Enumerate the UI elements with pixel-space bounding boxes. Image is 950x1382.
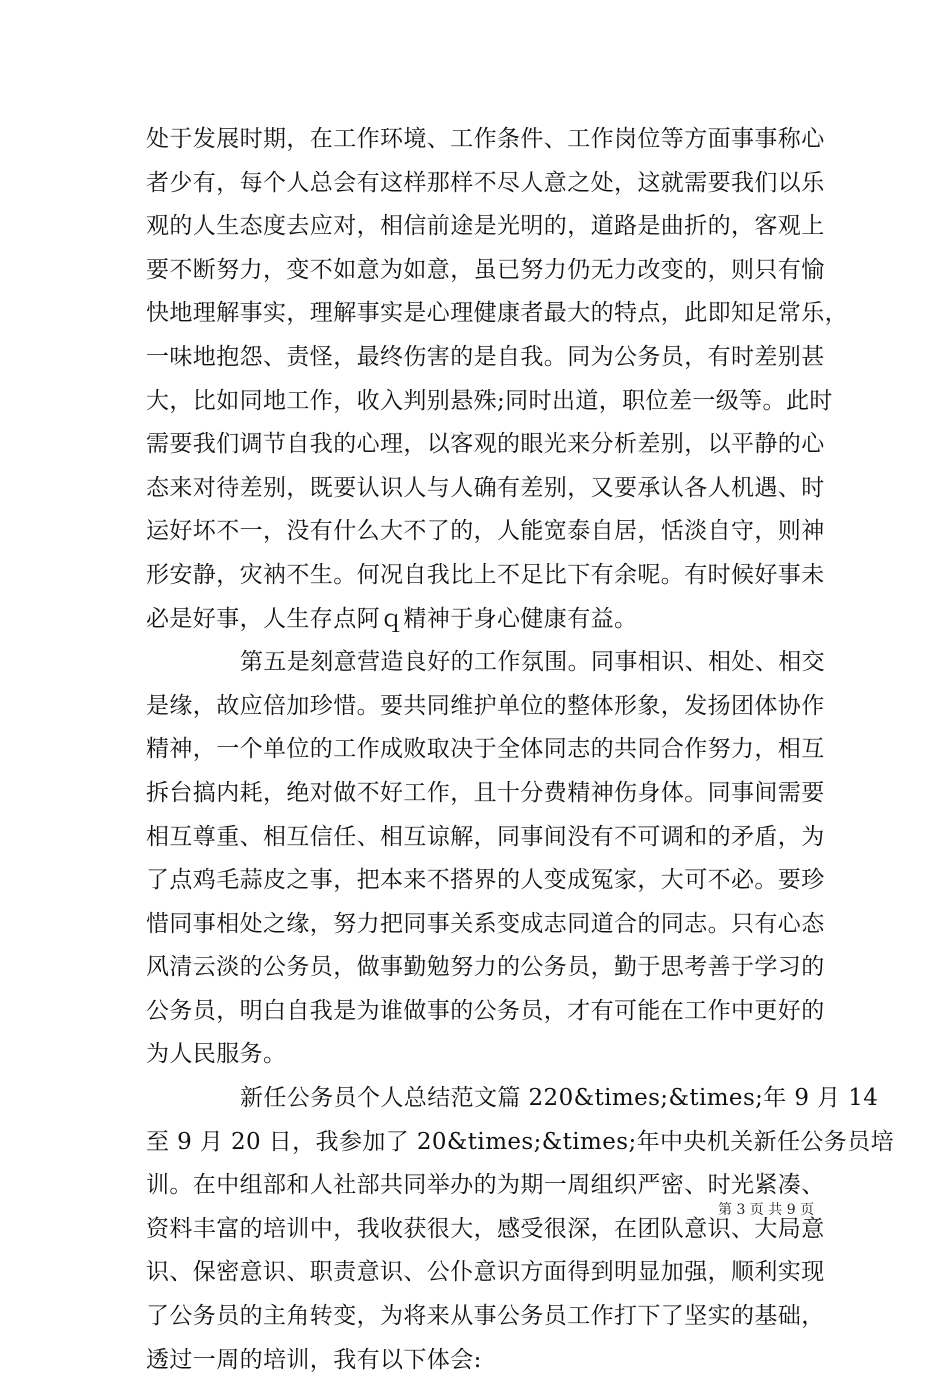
text-line: 是缘，故应倍加珍惜。要共同维护单位的整体形象，发扬团体协作 — [146, 692, 825, 719]
text-line: 观的人生态度去应对，相信前途是光明的，道路是曲折的，客观上 — [146, 213, 825, 240]
text-line: 精神，一个单位的工作成败取决于全体同志的共同合作努力，相互 — [146, 736, 825, 763]
text-line: 至 9 月 20 日，我参加了 20&times;&times;年中央机关新任公务员培 — [146, 1128, 895, 1155]
text-line: 了公务员的主角转变，为将来从事公务员工作打下了坚实的基础， — [146, 1303, 825, 1330]
text-line: 拆台搞内耗，绝对做不好工作，且十分费精神伤身体。同事间需要 — [146, 779, 825, 806]
text-line: 者少有，每个人总会有这样那样不尽人意之处，这就需要我们以乐 — [146, 169, 825, 196]
text-line: 态来对待差别，既要认识人与人确有差别，又要承认各人机遇、时 — [146, 474, 825, 501]
text-line: 新任公务员个人总结范文篇 220&times;&times;年 9 月 14 — [240, 1085, 879, 1112]
text-line: 一味地抱怨、责怪，最终伤害的是自我。同为公务员，有时差别甚 — [146, 343, 825, 370]
text-line: 必是好事，人生存点阿ｑ精神于身心健康有益。 — [146, 605, 638, 632]
text-line: 大，比如同地工作，收入判别悬殊;同时出道，职位差一级等。此时 — [146, 387, 833, 414]
text-line: 处于发展时期，在工作环境、工作条件、工作岗位等方面事事称心 — [146, 126, 825, 152]
text-line: 风清云淡的公务员，做事勤勉努力的公务员，勤于思考善于学习的 — [146, 954, 825, 981]
text-line: 惜同事相处之缘，努力把同事关系变成志同道合的同志。只有心态 — [146, 910, 825, 937]
text-line: 识、保密意识、职责意识、公仆意识方面得到明显加强，顺利实现 — [146, 1259, 825, 1286]
document-body — [146, 118, 895, 1382]
text-line: 相互尊重、相互信任、相互谅解，同事间没有不可调和的矛盾，为 — [146, 823, 825, 850]
text-line: 形安静，灾衲不生。何况自我比上不足比下有余呢。有时候好事未 — [146, 561, 825, 588]
text-line: 第五是刻意营造良好的工作氛围。同事相识、相处、相交 — [240, 649, 825, 676]
text-line: 快地理解事实，理解事实是心理健康者最大的特点，此即知足常乐， — [146, 300, 848, 327]
text-line: 需要我们调节自我的心理，以客观的眼光来分析差别，以平静的心 — [146, 431, 825, 458]
text-line: 训。在中组部和人社部共同举办的为期一周组织严密、时光紧凑、 — [146, 1172, 825, 1199]
text-line: 资料丰富的培训中，我收获很大，感受很深，在团队意识、大局意 — [146, 1215, 825, 1242]
text-line: 运好坏不一，没有什么大不了的，人能宽泰自居，恬淡自守，则神 — [146, 518, 825, 545]
text-line: 要不断努力，变不如意为如意，虽已努力仍无力改变的，则只有愉 — [146, 256, 825, 283]
text-line: 为人民服务。 — [146, 1041, 287, 1068]
page-number: 第 3 页 共 9 页 — [718, 1202, 815, 1218]
text-line: 透过一周的培训，我有以下体会: — [146, 1346, 482, 1373]
text-line: 公务员，明白自我是为谁做事的公务员，才有可能在工作中更好的 — [146, 997, 825, 1024]
text-line: 了点鸡毛蒜皮之事，把本来不搭界的人变成冤家，大可不必。要珍 — [146, 867, 825, 894]
